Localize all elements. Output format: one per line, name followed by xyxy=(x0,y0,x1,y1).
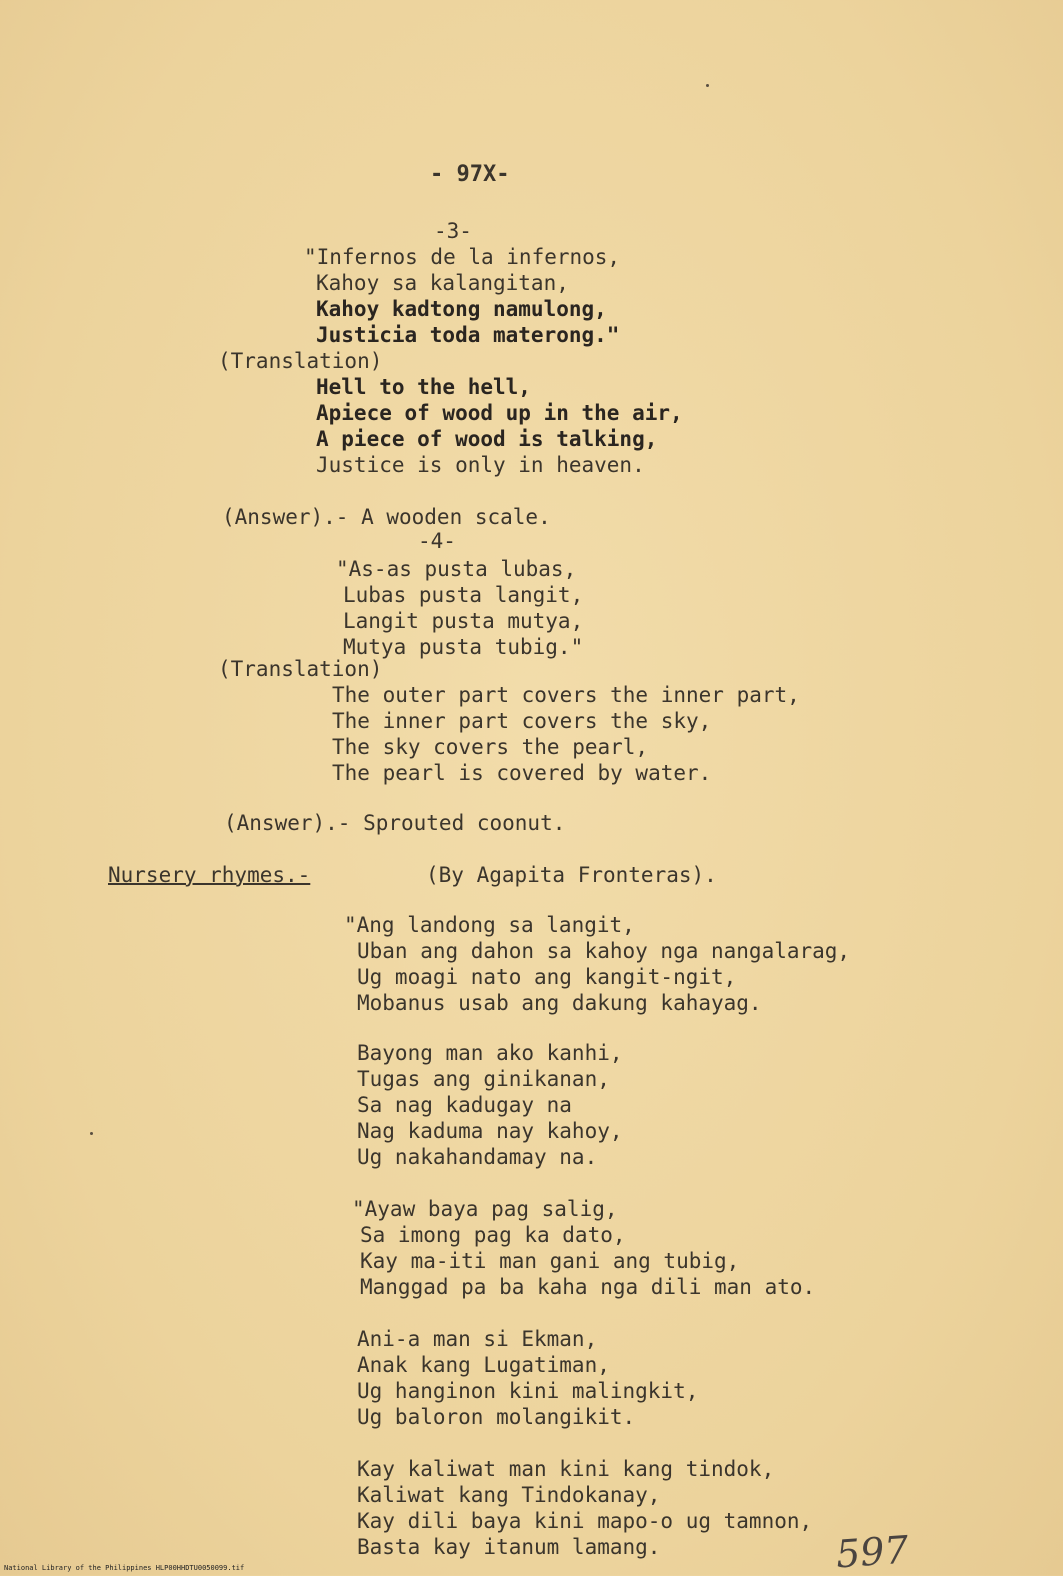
riddle-3-number: -3- xyxy=(434,219,472,243)
translation-line: The outer part covers the inner part, xyxy=(332,683,800,707)
translation-line: The pearl is covered by water. xyxy=(332,761,712,785)
rhyme-line: Sa nag kadugay na xyxy=(357,1093,572,1117)
rhyme-line: Uban ang dahon sa kahoy nga nangalarag, xyxy=(357,939,851,963)
rhyme-line: Kay kaliwat man kini kang tindok, xyxy=(357,1457,775,1481)
answer-line: (Answer).- A wooden scale. xyxy=(222,505,551,529)
section-heading: Nursery rhymes.- xyxy=(108,863,311,887)
riddle-4-line: "As-as pusta lubas, xyxy=(336,557,577,581)
riddle-4-line: Mutya pusta tubig." xyxy=(343,635,584,659)
riddle-4-line: Langit pusta mutya, xyxy=(343,609,584,633)
rhyme-line: Sa imong pag ka dato, xyxy=(360,1223,626,1247)
rhyme-line: "Ang landong sa langit, xyxy=(344,913,635,937)
translation-line: Hell to the hell, xyxy=(316,375,531,399)
translation-line: The inner part covers the sky, xyxy=(332,709,712,733)
translation-line: Apiece of wood up in the air, xyxy=(316,401,683,425)
scan-footer: National Library of the Philippines HLP00HHDTU0050099.tif xyxy=(4,1564,245,1572)
translation-line: A piece of wood is talking, xyxy=(316,427,658,451)
answer-line: (Answer).- Sprouted coonut. xyxy=(224,811,566,835)
paper-speck xyxy=(706,84,709,87)
rhyme-line: "Ayaw baya pag salig, xyxy=(352,1197,618,1221)
rhyme-line: Anak kang Lugatiman, xyxy=(357,1353,610,1377)
riddle-3-line: "Infernos de la infernos, xyxy=(304,245,621,269)
translation-line: Justice is only in heaven. xyxy=(316,453,645,477)
riddle-3-line: Kahoy sa kalangitan, xyxy=(316,271,569,295)
rhyme-line: Bayong man ako kanhi, xyxy=(357,1041,623,1065)
rhyme-line: Basta kay itanum lamang. xyxy=(357,1535,661,1559)
rhyme-line: Manggad pa ba kaha nga dili man ato. xyxy=(360,1275,816,1299)
rhyme-line: Nag kaduma nay kahoy, xyxy=(357,1119,623,1143)
rhyme-line: Kaliwat kang Tindokanay, xyxy=(357,1483,661,1507)
rhyme-line: Tugas ang ginikanan, xyxy=(357,1067,610,1091)
riddle-4-number: -4- xyxy=(418,529,456,553)
rhyme-line: Kay dili baya kini mapo-o ug tamnon, xyxy=(357,1509,813,1533)
rhyme-line: Kay ma-iti man gani ang tubig, xyxy=(360,1249,740,1273)
riddle-3-line: Kahoy kadtong namulong, xyxy=(316,297,607,321)
author-credit: (By Agapita Fronteras). xyxy=(426,863,717,887)
rhyme-line: Mobanus usab ang dakung kahayag. xyxy=(357,991,762,1015)
rhyme-line: Ug moagi nato ang kangit-ngit, xyxy=(357,965,737,989)
page-number: - 97X- xyxy=(430,162,510,187)
translation-label: (Translation) xyxy=(218,349,383,373)
paper-speck xyxy=(90,1132,93,1135)
rhyme-line: Ug nakahandamay na. xyxy=(357,1145,598,1169)
handwritten-page-number: 597 xyxy=(834,1527,910,1576)
translation-label: (Translation) xyxy=(218,657,383,681)
rhyme-line: Ug baloron molangikit. xyxy=(357,1405,636,1429)
rhyme-line: Ani-a man si Ekman, xyxy=(357,1327,598,1351)
riddle-3-line: Justicia toda materong." xyxy=(316,323,620,347)
riddle-4-line: Lubas pusta langit, xyxy=(343,583,584,607)
rhyme-line: Ug hanginon kini malingkit, xyxy=(357,1379,699,1403)
translation-line: The sky covers the pearl, xyxy=(332,735,649,759)
